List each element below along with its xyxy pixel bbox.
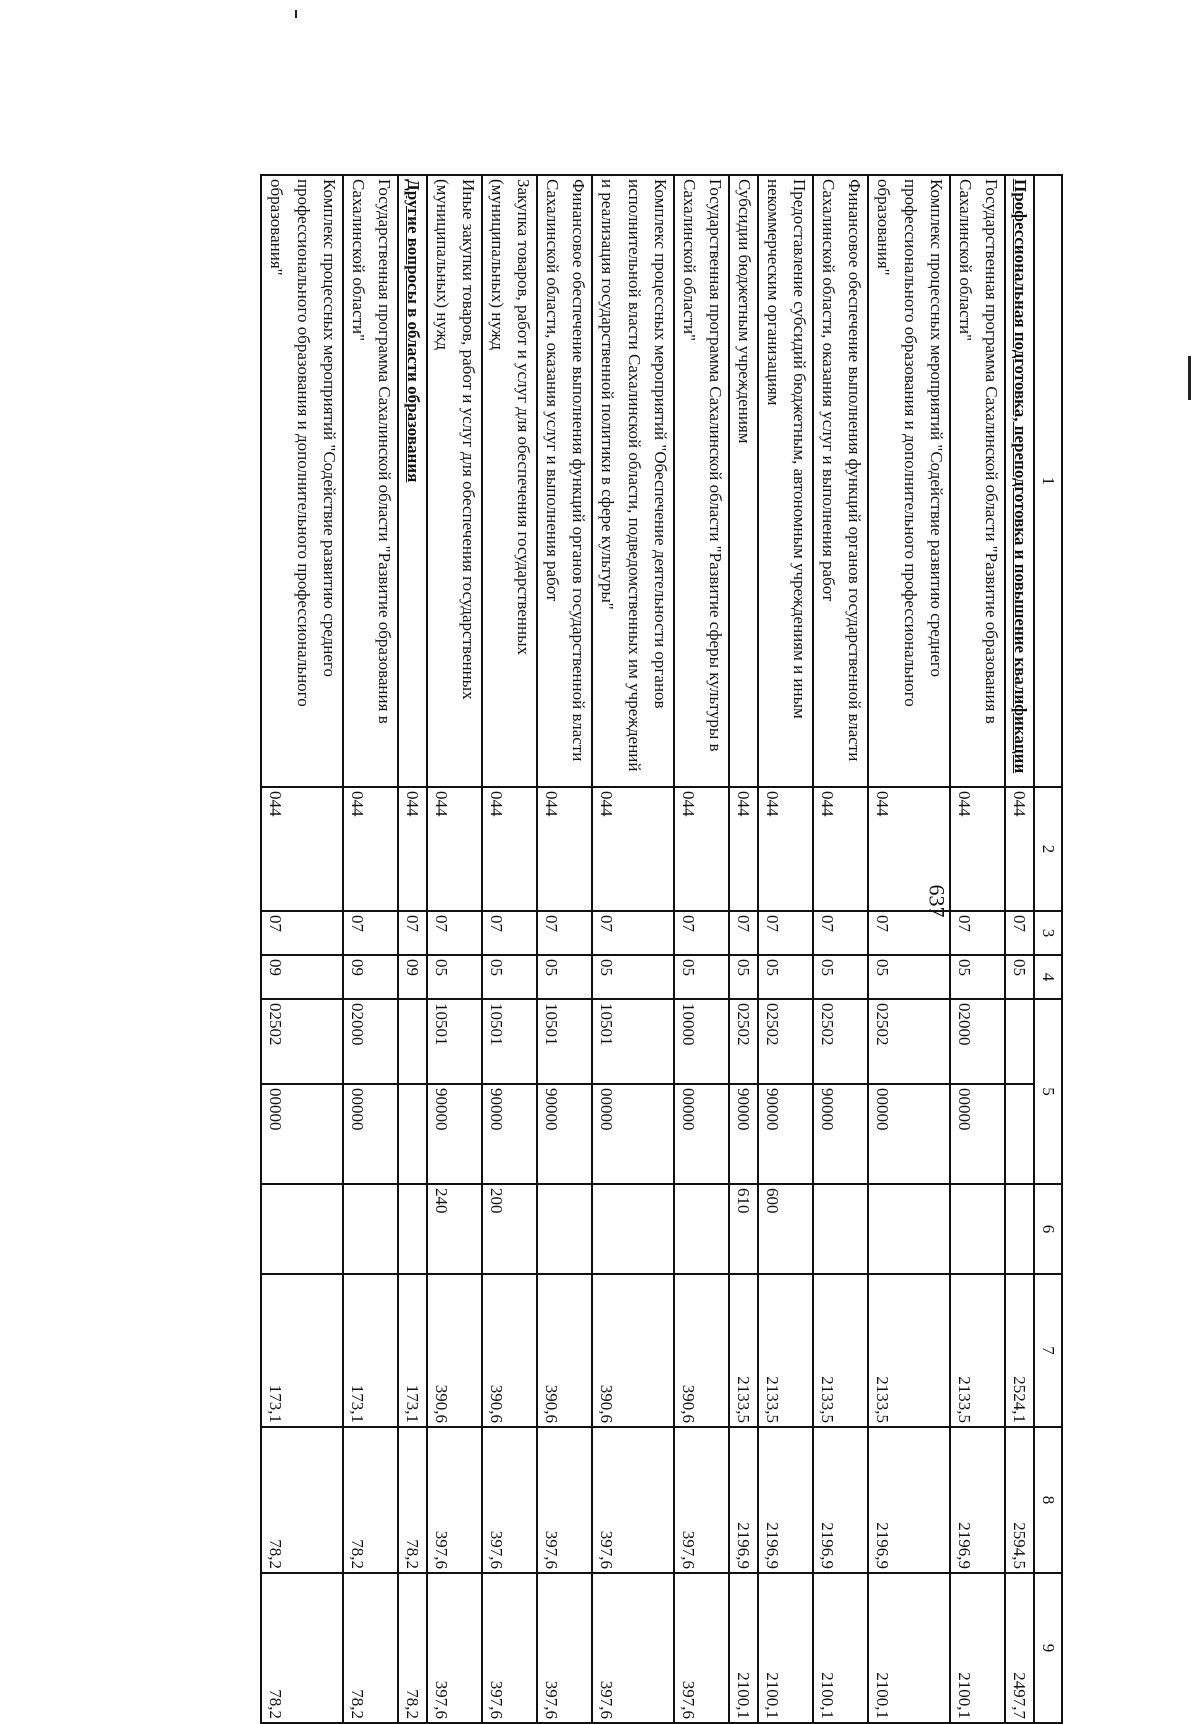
header-cell: 2 — [1034, 787, 1062, 911]
row-name-text: Другие вопросы в области образования — [403, 179, 423, 483]
table-header-row — [1034, 175, 1062, 1723]
cell-admin-code: 044 — [1005, 787, 1034, 911]
table-row — [482, 175, 537, 1723]
cell-name — [261, 175, 343, 787]
cell-amount-2024: 173,1 — [398, 1274, 427, 1427]
cell-amount-2026: 2100,1 — [758, 1573, 813, 1723]
cell-amount-2026: 2100,1 — [729, 1573, 758, 1723]
scan-mark — [295, 10, 297, 18]
cell-amount-2025: 397,6 — [593, 1427, 675, 1573]
cell-subsection: 05 — [593, 955, 675, 999]
cell-amount-2025: 397,6 — [427, 1427, 482, 1573]
cell-target-program: 02000 — [950, 999, 1005, 1084]
cell-amount-2025: 397,6 — [482, 1427, 537, 1573]
cell-target-item: 00000 — [593, 1084, 675, 1184]
row-name-text: Комплекс процессных мероприятий "Обеспечение деятельности органов исполнительной власти Сахалинской области, подведомственных им учреждений и реализация государственной политики в сфере культуры" — [598, 179, 671, 772]
cell-section: 07 — [674, 911, 729, 955]
row-name-text: Профессиональная подготовка, переподготовка и повышение квалификации — [1011, 179, 1030, 774]
cell-amount-2024: 390,6 — [427, 1274, 482, 1427]
cell-target-item: 90000 — [482, 1084, 537, 1184]
table-body — [261, 175, 1034, 1723]
cell-name — [1005, 175, 1034, 787]
cell-admin-code: 044 — [868, 787, 950, 911]
table-row — [813, 175, 868, 1723]
cell-amount-2026: 78,2 — [261, 1573, 343, 1723]
cell-section: 07 — [813, 911, 868, 955]
cell-subsection: 05 — [950, 955, 1005, 999]
cell-target-item — [398, 1084, 427, 1184]
cell-amount-2024: 173,1 — [261, 1274, 343, 1427]
cell-subsection: 05 — [674, 955, 729, 999]
table-row — [398, 175, 427, 1723]
cell-name — [343, 175, 398, 787]
row-name-text: Государственная программа Сахалинской области "Развитие сферы культуры в Сахалинской области" — [679, 179, 726, 752]
cell-target-item: 90000 — [537, 1084, 592, 1184]
cell-target-program: 10501 — [427, 999, 482, 1084]
cell-admin-code: 044 — [950, 787, 1005, 911]
header-cell: 1 — [1034, 175, 1062, 787]
cell-target-program: 10501 — [482, 999, 537, 1084]
table-row — [868, 175, 950, 1723]
cell-expense-type — [593, 1184, 675, 1274]
cell-admin-code: 044 — [482, 787, 537, 911]
cell-amount-2026: 397,6 — [427, 1573, 482, 1723]
cell-amount-2025: 78,2 — [398, 1427, 427, 1573]
cell-target-program: 02502 — [729, 999, 758, 1084]
cell-admin-code: 044 — [343, 787, 398, 911]
cell-section: 07 — [1005, 911, 1034, 955]
cell-subsection: 05 — [868, 955, 950, 999]
cell-expense-type — [398, 1184, 427, 1274]
cell-target-program: 10501 — [537, 999, 592, 1084]
cell-section: 07 — [398, 911, 427, 955]
cell-name — [674, 175, 729, 787]
table-row — [593, 175, 675, 1723]
cell-expense-type — [868, 1184, 950, 1274]
header-cell: 8 — [1034, 1427, 1062, 1573]
cell-subsection: 09 — [261, 955, 343, 999]
header-cell: 4 — [1034, 955, 1062, 999]
row-name-text: Финансовое обеспечение выполнения функций органов государственной власти Сахалинской области, оказания услуг и выполнения работ — [818, 179, 865, 762]
cell-amount-2024: 2133,5 — [813, 1274, 868, 1427]
cell-section: 07 — [261, 911, 343, 955]
cell-target-item: 00000 — [868, 1084, 950, 1184]
cell-name — [813, 175, 868, 787]
cell-target-program: 10501 — [593, 999, 675, 1084]
cell-amount-2024: 390,6 — [482, 1274, 537, 1427]
header-cell: 9 — [1034, 1573, 1062, 1723]
cell-admin-code: 044 — [674, 787, 729, 911]
cell-subsection: 05 — [758, 955, 813, 999]
cell-subsection: 05 — [537, 955, 592, 999]
cell-target-item: 90000 — [427, 1084, 482, 1184]
cell-subsection: 09 — [398, 955, 427, 999]
row-name-text: Государственная программа Сахалинской области "Развитие образования в Сахалинской области" — [955, 179, 1002, 724]
cell-subsection: 05 — [1005, 955, 1034, 999]
cell-admin-code: 044 — [729, 787, 758, 911]
table-row — [729, 175, 758, 1723]
cell-name — [758, 175, 813, 787]
cell-amount-2026: 397,6 — [537, 1573, 592, 1723]
cell-amount-2026: 397,6 — [593, 1573, 675, 1723]
row-name-text: Комплекс процессных мероприятий "Содействие развитию среднего профессионального образования и дополнительного профессионального образования" — [874, 179, 947, 707]
cell-expense-type — [813, 1184, 868, 1274]
cell-section: 07 — [482, 911, 537, 955]
scan-mark — [1188, 356, 1191, 400]
cell-section: 07 — [758, 911, 813, 955]
cell-amount-2024: 2133,5 — [758, 1274, 813, 1427]
cell-name — [482, 175, 537, 787]
cell-subsection: 05 — [813, 955, 868, 999]
cell-amount-2025: 2196,9 — [813, 1427, 868, 1573]
cell-admin-code: 044 — [813, 787, 868, 911]
cell-expense-type — [950, 1184, 1005, 1274]
row-name-text: Государственная программа Сахалинской области "Развитие образования в Сахалинской области" — [348, 179, 395, 724]
cell-expense-type — [343, 1184, 398, 1274]
cell-amount-2024: 2524,1 — [1005, 1274, 1034, 1427]
cell-section: 07 — [950, 911, 1005, 955]
cell-subsection: 05 — [729, 955, 758, 999]
row-name-text: Иные закупки товаров, работ и услуг для обеспечения государственных (муниципальных) нужд — [432, 179, 479, 700]
row-name-text: Субсидии бюджетным учреждениям — [735, 179, 755, 444]
cell-target-item — [1005, 1084, 1034, 1184]
cell-amount-2025: 2594,5 — [1005, 1427, 1034, 1573]
budget-table — [260, 174, 1063, 1724]
table-row — [950, 175, 1005, 1723]
cell-expense-type — [261, 1184, 343, 1274]
cell-amount-2025: 78,2 — [343, 1427, 398, 1573]
cell-admin-code: 044 — [593, 787, 675, 911]
cell-target-item: 00000 — [343, 1084, 398, 1184]
cell-target-program — [1005, 999, 1034, 1084]
cell-section: 07 — [868, 911, 950, 955]
cell-expense-type — [537, 1184, 592, 1274]
cell-amount-2025: 397,6 — [674, 1427, 729, 1573]
cell-amount-2024: 2133,5 — [868, 1274, 950, 1427]
cell-amount-2025: 2196,9 — [729, 1427, 758, 1573]
cell-expense-type: 610 — [729, 1184, 758, 1274]
cell-amount-2026: 2100,1 — [868, 1573, 950, 1723]
cell-name — [868, 175, 950, 787]
row-name-text: Предоставление субсидий бюджетным, автономным учреждениям и иным некоммерческим организациям — [763, 179, 810, 719]
cell-target-item: 90000 — [758, 1084, 813, 1184]
cell-admin-code: 044 — [427, 787, 482, 911]
cell-name — [729, 175, 758, 787]
cell-amount-2024: 173,1 — [343, 1274, 398, 1427]
cell-name — [398, 175, 427, 787]
cell-expense-type: 200 — [482, 1184, 537, 1274]
cell-target-program: 02502 — [261, 999, 343, 1084]
cell-amount-2024: 390,6 — [674, 1274, 729, 1427]
cell-section: 07 — [427, 911, 482, 955]
cell-target-program: 02502 — [758, 999, 813, 1084]
cell-target-item: 90000 — [729, 1084, 758, 1184]
page-number: 637 — [924, 884, 950, 918]
cell-expense-type: 600 — [758, 1184, 813, 1274]
cell-amount-2024: 390,6 — [537, 1274, 592, 1427]
cell-admin-code: 044 — [398, 787, 427, 911]
cell-amount-2026: 397,6 — [674, 1573, 729, 1723]
cell-target-item: 00000 — [950, 1084, 1005, 1184]
table-row — [427, 175, 482, 1723]
cell-target-program: 02502 — [813, 999, 868, 1084]
cell-expense-type — [1005, 1184, 1034, 1274]
cell-amount-2026: 397,6 — [482, 1573, 537, 1723]
table-row — [758, 175, 813, 1723]
cell-name — [537, 175, 592, 787]
cell-name — [427, 175, 482, 787]
cell-admin-code: 044 — [758, 787, 813, 911]
header-cell: 6 — [1034, 1184, 1062, 1274]
table-row — [674, 175, 729, 1723]
cell-amount-2026: 78,2 — [398, 1573, 427, 1723]
cell-expense-type — [674, 1184, 729, 1274]
header-cell: 7 — [1034, 1274, 1062, 1427]
table-row — [1005, 175, 1034, 1723]
row-name-text: Финансовое обеспечение выполнения функций органов государственной власти Сахалинской области, оказания услуг и выполнения работ — [542, 179, 589, 762]
cell-subsection: 09 — [343, 955, 398, 999]
cell-admin-code: 044 — [261, 787, 343, 911]
cell-amount-2026: 78,2 — [343, 1573, 398, 1723]
cell-target-program: 02000 — [343, 999, 398, 1084]
table-row — [261, 175, 343, 1723]
cell-section: 07 — [729, 911, 758, 955]
cell-amount-2025: 2196,9 — [868, 1427, 950, 1573]
cell-section: 07 — [537, 911, 592, 955]
table-row — [343, 175, 398, 1723]
cell-subsection: 05 — [482, 955, 537, 999]
row-name-text: Закупка товаров, работ и услуг для обеспечения государственных (муниципальных) нужд — [487, 179, 534, 656]
cell-name — [950, 175, 1005, 787]
row-name-text: Комплекс процессных мероприятий "Содействие развитию среднего профессионального образования и дополнительного профессионального образования" — [266, 179, 340, 707]
cell-target-program: 10000 — [674, 999, 729, 1084]
cell-section: 07 — [593, 911, 675, 955]
cell-amount-2025: 397,6 — [537, 1427, 592, 1573]
header-cell: 5 — [1034, 999, 1062, 1184]
cell-amount-2025: 2196,9 — [758, 1427, 813, 1573]
cell-target-program: 02502 — [868, 999, 950, 1084]
cell-subsection: 05 — [427, 955, 482, 999]
cell-amount-2026: 2100,1 — [950, 1573, 1005, 1723]
cell-target-item: 00000 — [674, 1084, 729, 1184]
cell-amount-2024: 2133,5 — [729, 1274, 758, 1427]
cell-amount-2025: 2196,9 — [950, 1427, 1005, 1573]
cell-name — [593, 175, 675, 787]
cell-expense-type: 240 — [427, 1184, 482, 1274]
cell-amount-2026: 2100,1 — [813, 1573, 868, 1723]
budget-table-rotated — [260, 174, 1063, 1724]
cell-section: 07 — [343, 911, 398, 955]
cell-admin-code: 044 — [537, 787, 592, 911]
header-cell: 3 — [1034, 911, 1062, 955]
table-row — [537, 175, 592, 1723]
cell-amount-2026: 2497,7 — [1005, 1573, 1034, 1723]
cell-amount-2024: 390,6 — [593, 1274, 675, 1427]
cell-amount-2025: 78,2 — [261, 1427, 343, 1573]
cell-target-item: 90000 — [813, 1084, 868, 1184]
cell-amount-2024: 2133,5 — [950, 1274, 1005, 1427]
cell-target-item: 00000 — [261, 1084, 343, 1184]
cell-target-program — [398, 999, 427, 1084]
